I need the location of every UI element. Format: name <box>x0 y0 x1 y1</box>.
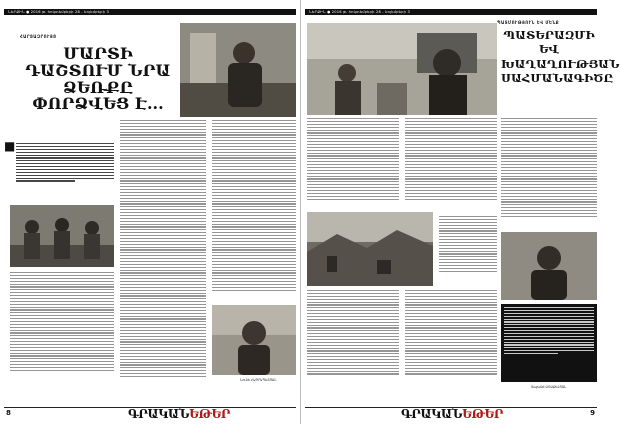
left-byline: Նունե ՀԱՅՐԱՊԵՏՅԱՆ <box>240 378 277 382</box>
right-logo-main: ԳՐԱԿԱՆ <box>401 407 463 421</box>
left-portrait-photo <box>212 305 296 375</box>
right-landscape-photo <box>307 212 433 286</box>
group-photo-figure <box>10 205 114 267</box>
right-body-column-1-bottom <box>307 290 399 382</box>
left-page-number: 8 <box>6 409 11 417</box>
hero-photo-figure <box>180 23 296 117</box>
right-page-number: 9 <box>590 409 595 417</box>
left-header-text: ՆԵՐՔԻՆ ● 2016 թ. հոկտեմբերի 28 - նոյեմբերի 3 <box>8 10 109 14</box>
right-sidebar-box <box>501 304 597 382</box>
right-body-column-2-top <box>405 118 497 208</box>
right-logo-accent: ԵԹԵՐ <box>462 407 504 421</box>
left-logo-accent: ԵԹԵՐ <box>189 407 231 421</box>
left-body-column-1 <box>10 272 114 382</box>
left-section-label: ՀԱՐՑԱԶՐՈՒՅՑ <box>20 34 57 39</box>
right-body-column-1-top <box>307 118 399 208</box>
right-hero-photo <box>307 23 497 115</box>
right-hero-figure <box>307 23 497 115</box>
left-body-column-3 <box>212 120 296 300</box>
right-portrait-figure <box>501 232 597 300</box>
right-page <box>300 0 620 424</box>
right-headline: ՊԱՏԵՐԱԶՄԻ ԵՎ ԽԱՂԱՂՈՒԹՅԱՆ ՍԱՀՄԱՆԱԳԻԾԸ <box>501 28 620 86</box>
left-drop-cap-mark: ■ <box>4 139 16 153</box>
left-masthead-logo <box>128 407 230 421</box>
left-group-photo <box>10 205 114 267</box>
landscape-photo-figure <box>307 212 433 286</box>
right-body-column-2-mid <box>439 216 497 286</box>
right-masthead-logo <box>401 407 503 421</box>
left-logo-main: ԳՐԱԿԱՆ <box>128 407 190 421</box>
right-header-text: ՆԵՐՔԻՆ ● 2016 թ. հոկտեմբերի 28 - նոյեմբերի 3 <box>309 10 410 14</box>
left-headline: ՄԱՐՏԻ ԴԱՇՏՈՒՄ ՆՐԱ ՁԵՌՔԸ ՓՈՐՁՎԵՑ Է... <box>25 44 171 114</box>
sidebar-box-lines <box>501 304 597 359</box>
right-byline: Գայանե ԱՌԱՔԵԼՅԱՆ <box>531 385 567 389</box>
portrait-photo-figure <box>212 305 296 375</box>
right-section-label: ՊԱՏՄՈՒԹՅՈՒՆ ԵՎ ՄԵՆՔ <box>497 20 560 25</box>
left-body-column-2 <box>120 120 206 378</box>
left-page <box>0 0 300 424</box>
right-portrait-photo <box>501 232 597 300</box>
left-hero-photo <box>180 23 296 117</box>
left-intro-text <box>16 143 114 195</box>
right-body-column-2-bottom <box>405 290 497 382</box>
right-header-bar <box>305 9 597 15</box>
left-header-bar <box>4 9 296 15</box>
right-body-column-3 <box>501 118 597 228</box>
